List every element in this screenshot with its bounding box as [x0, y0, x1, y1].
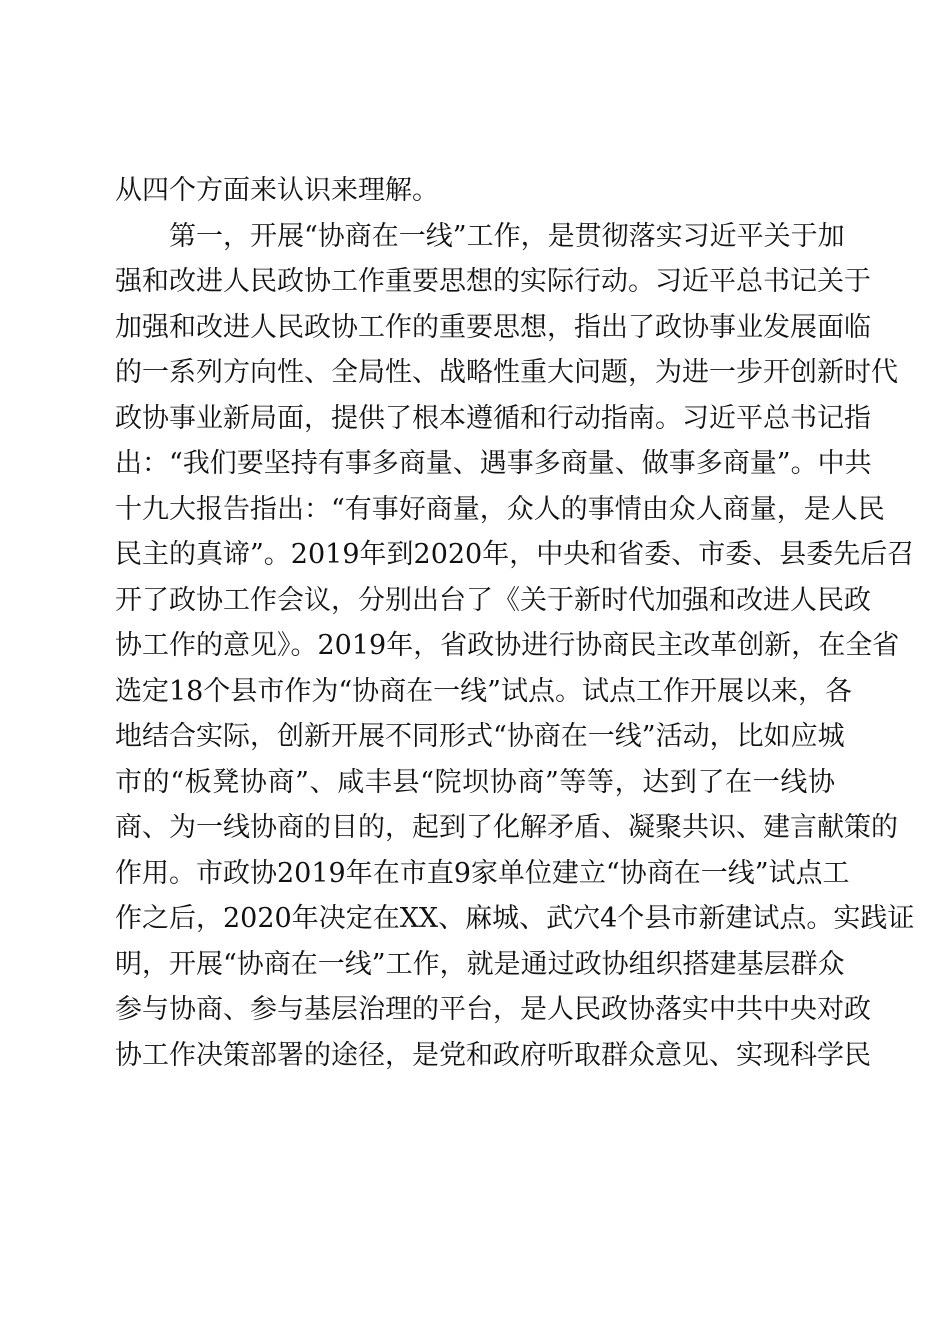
text-line: 作之后，2020年决定在XX、麻城、武穴4个县市新建试点。实践证 [115, 903, 915, 934]
text-line: 民主的真谛”。2019年到2020年，中央和省委、市委、县委先后召 [115, 539, 915, 570]
text-line: 出：“我们要坚持有事多商量、遇事多商量、做事多商量”。中共 [115, 448, 872, 479]
paragraph-first-line: 第一，开展“协商在一线”工作，是贯彻落实习近平关于加 [169, 220, 845, 252]
text-line: 商、为一线协商的目的，起到了化解矛盾、凝聚共识、建言献策的 [115, 812, 898, 843]
text-line: 协工作的意见》。2019年，省政协进行协商民主改革创新，在全省 [115, 630, 900, 661]
text-line: 十九大报告指出：“有事好商量，众人的事情由众人商量，是人民 [115, 493, 885, 525]
text-line: 协工作决策部署的途径，是党和政府听取群众意见、实现科学民 [115, 1039, 871, 1071]
text-line: 从四个方面来认识来理解。 [115, 175, 439, 206]
body-text [115, 168, 915, 1078]
text-line: 加强和改进人民政协工作的重要思想，指出了政协事业发展面临 [115, 311, 871, 343]
text-line: 开了政协工作会议，分别出台了《关于新时代加强和改进人民政 [115, 584, 871, 616]
text-line: 地结合实际，创新开展不同形式“协商在一线”活动，比如应城 [115, 721, 845, 752]
text-line: 政协事业新局面，提供了根本遵循和行动指南。习近平总书记指 [115, 402, 871, 434]
text-line: 市的“板凳协商”、咸丰县“院坝协商”等等，达到了在一线协 [115, 766, 835, 798]
text-line: 的一系列方向性、全局性、战略性重大问题，为进一步开创新时代 [115, 357, 898, 388]
text-line: 明，开展“协商在一线”工作，就是通过政协组织搭建基层群众 [115, 948, 845, 980]
text-line: 选定18个县市作为“协商在一线”试点。试点工作开展以来，各 [115, 675, 852, 707]
text-line: 作用。市政协2019年在市直9家单位建立“协商在一线”试点工 [115, 857, 850, 889]
text-line: 参与协商、参与基层治理的平台，是人民政协落实中共中央对政 [115, 994, 871, 1025]
text-line: 强和改进人民政协工作重要思想的实际行动。习近平总书记关于 [115, 266, 871, 297]
